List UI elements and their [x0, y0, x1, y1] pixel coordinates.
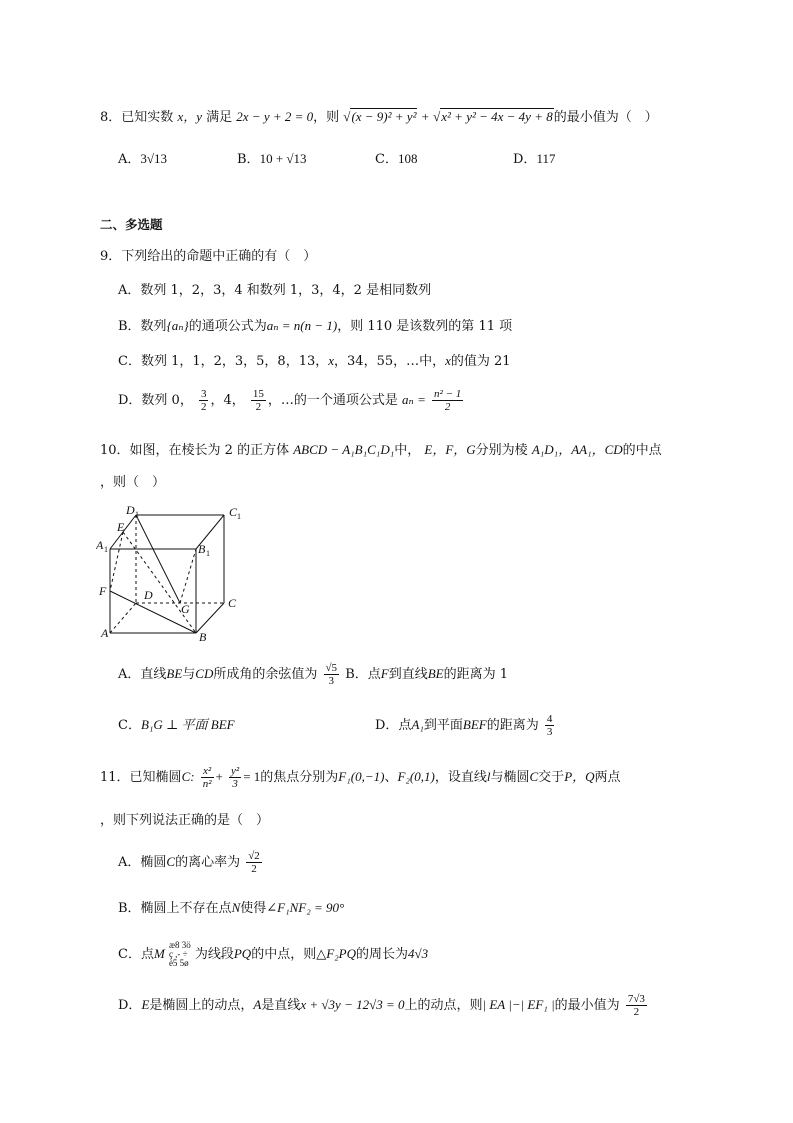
q11-option-c: C．点M æ8 3ö ç ,- ÷ è5 5ø 为线段PQ的中点，则△F₂PQ的周长为4√3: [118, 940, 429, 968]
q10-option-a: A．直线BE与CD所成角的余弦值为 $\frac{√5}{3}$ B．点F到直线BE的距离为 1: [118, 662, 509, 687]
cube-labels: [96, 503, 241, 643]
q8-stem: 8．已知实数 x，y 满足 2x − y + 2 = 0，则 √(x − 9)² + y² + √x² + y² − 4x − 4y + 8的最小值为（ ）: [100, 109, 658, 125]
q8-sqrt1: √(x − 9)² + y²: [343, 109, 417, 124]
q9-option-b: B．数列{aₙ}的通项公式为aₙ = n(n − 1)，则 110 是该数列的第 11 项: [118, 318, 513, 334]
svg-text:D: D: [126, 503, 135, 517]
svg-text:D: D: [144, 588, 153, 602]
svg-text:1: 1: [206, 549, 210, 558]
q8-sqrt2: √x² + y² − 4x − 4y + 8: [433, 109, 553, 124]
q8-option-a: A．3√13: [118, 151, 168, 167]
q11-stem: 11．已知椭圆C: $\frac{\text{x²}}{\text{n²}}$ + $\frac{\text{y²}}{3}$ = 1的焦点分别为F₁(0,−1)、F₂(0,1)，设直线l与椭圆C交于P，Q两点: [100, 765, 621, 790]
cube-figure: [96, 503, 256, 643]
svg-text:C: C: [229, 505, 238, 519]
q10-stem-cont: ，则（ ）: [100, 475, 166, 490]
q8-option-c: C．108: [375, 151, 418, 167]
svg-text:1: 1: [104, 545, 108, 554]
q9-option-d: D．数列 0， $\frac{3}{2}$ ，4， $\frac{15}{2}$ ，…的一个通项公式是 aₙ = $\frac{\text{n² − 1}}{2}$: [118, 388, 462, 413]
q10-stem: 10．如图，在棱长为 2 的正方体 ABCD − A₁B₁C₁D₁中， E，F，G分别为棱 A₁D₁，AA₁，CD的中点: [100, 442, 662, 458]
q10-option-c: C．B₁G ⊥ 平面 BEF: [118, 717, 235, 733]
svg-text:1: 1: [135, 510, 139, 519]
svg-text:1: 1: [237, 512, 241, 521]
q8-condition: 2x − y + 2 = 0: [236, 109, 314, 124]
q10-option-d: D．点A₁到平面BEF的距离为 $\frac{4}{3}$: [375, 713, 553, 738]
svg-text:E: E: [117, 520, 125, 534]
q11-option-a: A．椭圆C的离心率为 $\frac{√2}{2}$: [118, 850, 260, 875]
q8-option-d: D．117: [513, 151, 556, 167]
q11-option-b: B．椭圆上不存在点N使得∠F₁NF₂ = 90°: [118, 900, 345, 916]
q11-option-d: D．E是椭圆上的动点，A是直线x + √3y − 12√3 = 0上的动点，则| EA |−| EF₁ |的最小值为 $\frac{7√3}{2}$: [118, 993, 645, 1018]
section-heading: 二、多选题: [100, 217, 163, 232]
svg-text:B: B: [198, 542, 206, 556]
svg-text:A: A: [101, 626, 109, 640]
q11-stem-cont: ，则下列说法正确的是（ ）: [100, 813, 270, 828]
svg-text:G: G: [181, 602, 190, 616]
svg-text:B: B: [199, 630, 207, 643]
q9-option-c: C．数列 1，1，2，3，5，8，13，x，34，55，…中，x的值为 21: [118, 353, 511, 369]
svg-text:C: C: [228, 596, 237, 610]
svg-text:A: A: [96, 538, 104, 552]
svg-text:F: F: [99, 584, 107, 598]
q9-stem: 9．下列给出的命题中正确的有（ ）: [100, 249, 317, 264]
q8-option-b: B．10 + √13: [237, 151, 307, 167]
q9-option-a: A．数列 1，2，3，4 和数列 1，3，4，2 是相同数列: [118, 283, 432, 298]
q8-number: 8．: [100, 110, 122, 125]
